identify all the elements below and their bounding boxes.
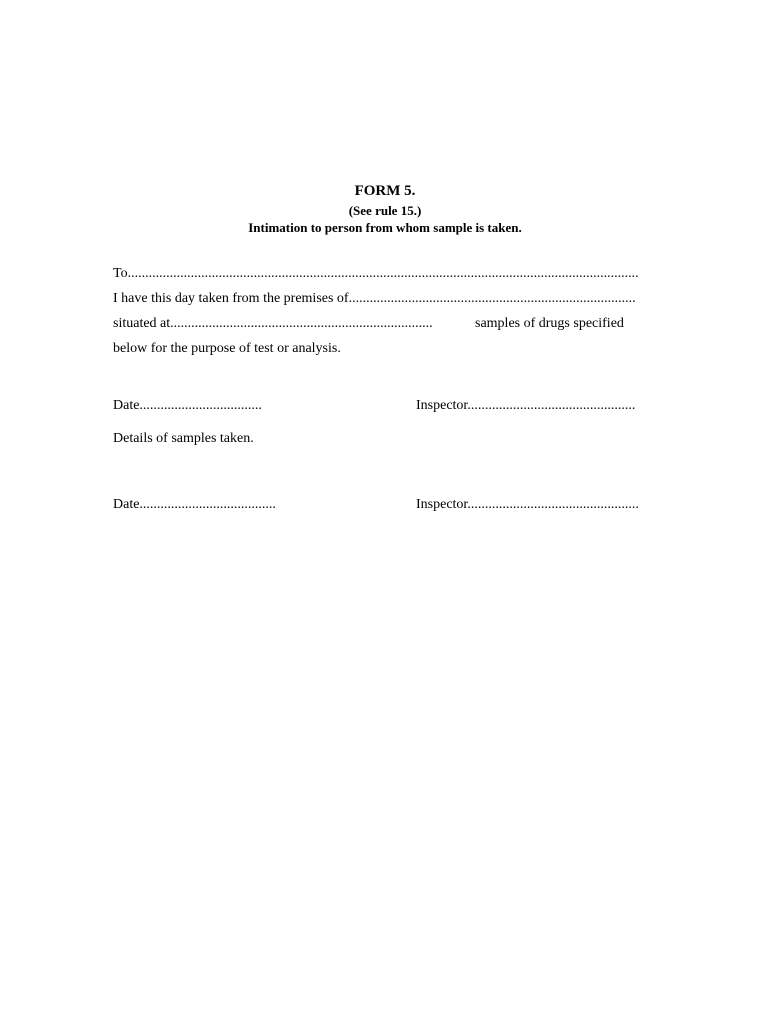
second-date-field: Date....................................... <box>113 497 276 512</box>
second-inspector-field: Inspector................................................. <box>416 497 639 512</box>
first-inspector-field: Inspector................................................ <box>416 398 636 413</box>
form-subtitle: Intimation to person from whom sample is taken. <box>248 220 522 235</box>
purpose-line: below for the purpose of test or analysis. <box>113 341 341 356</box>
form-title: FORM 5. <box>354 183 416 199</box>
to-line: To.................................................................................................................................................. <box>113 266 639 281</box>
rule-reference: (See rule 15.) <box>348 203 422 218</box>
first-date-field: Date................................... <box>113 398 262 413</box>
details-label: Details of samples taken. <box>113 431 254 446</box>
premises-line: I have this day taken from the premises of.................................................................................. <box>113 291 636 306</box>
situated-line: situated at........................................................................... <box>113 316 433 331</box>
samples-text: samples of drugs specified <box>475 316 624 331</box>
